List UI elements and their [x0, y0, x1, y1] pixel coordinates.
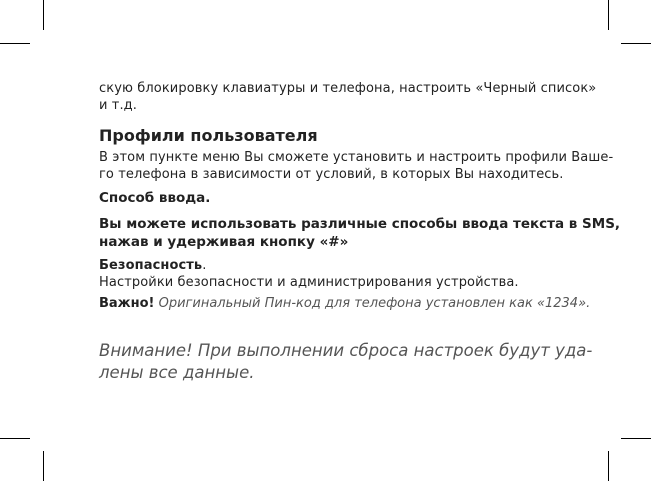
important-label: Важно!: [99, 296, 155, 311]
crop-mark-top-right-vertical: [608, 0, 609, 30]
profiles-heading: Профили пользователя: [99, 126, 318, 145]
profiles-text-line-1: В этом пункте меню Вы сможете установить и настроить профили Ваше-: [99, 150, 614, 165]
warning-line-1: Внимание! При выполнении сброса настроек будут уда-: [99, 341, 593, 360]
input-method-text-line-1: Вы можете использовать различные способы ввода текста в SMS,: [99, 216, 621, 232]
intro-line-1: скую блокировку клавиатуры и телефона, настроить «Черный список»: [99, 81, 597, 96]
crop-mark-bottom-right-vertical: [608, 451, 609, 481]
security-heading: Безопасность: [99, 258, 203, 273]
crop-mark-bottom-left-vertical: [43, 451, 44, 481]
important-note: Оригинальный Пин-код для телефона установлен как «1234».: [158, 296, 591, 311]
crop-mark-top-right-horizontal: [621, 43, 651, 44]
crop-mark-top-left-vertical: [43, 0, 44, 30]
crop-mark-bottom-left-horizontal: [0, 438, 30, 439]
input-method-text-line-2: нажав и удерживая кнопку «#»: [99, 234, 349, 250]
security-text: Настройки безопасности и администрирования устройства.: [99, 275, 519, 290]
warning-line-2: лены все данные.: [99, 363, 255, 382]
input-method-heading: Способ ввода.: [99, 190, 211, 206]
manual-page: [99, 80, 621, 384]
profiles-text-line-2: го телефона в зависимости от условий, в которых Вы находитесь.: [99, 167, 564, 182]
crop-mark-bottom-right-horizontal: [621, 438, 651, 439]
crop-mark-top-left-horizontal: [0, 43, 30, 44]
important-note-row: [99, 295, 591, 312]
security-heading-suffix: .: [202, 258, 207, 273]
intro-line-2: и т.д.: [99, 98, 138, 113]
security-heading-row: [99, 257, 575, 274]
